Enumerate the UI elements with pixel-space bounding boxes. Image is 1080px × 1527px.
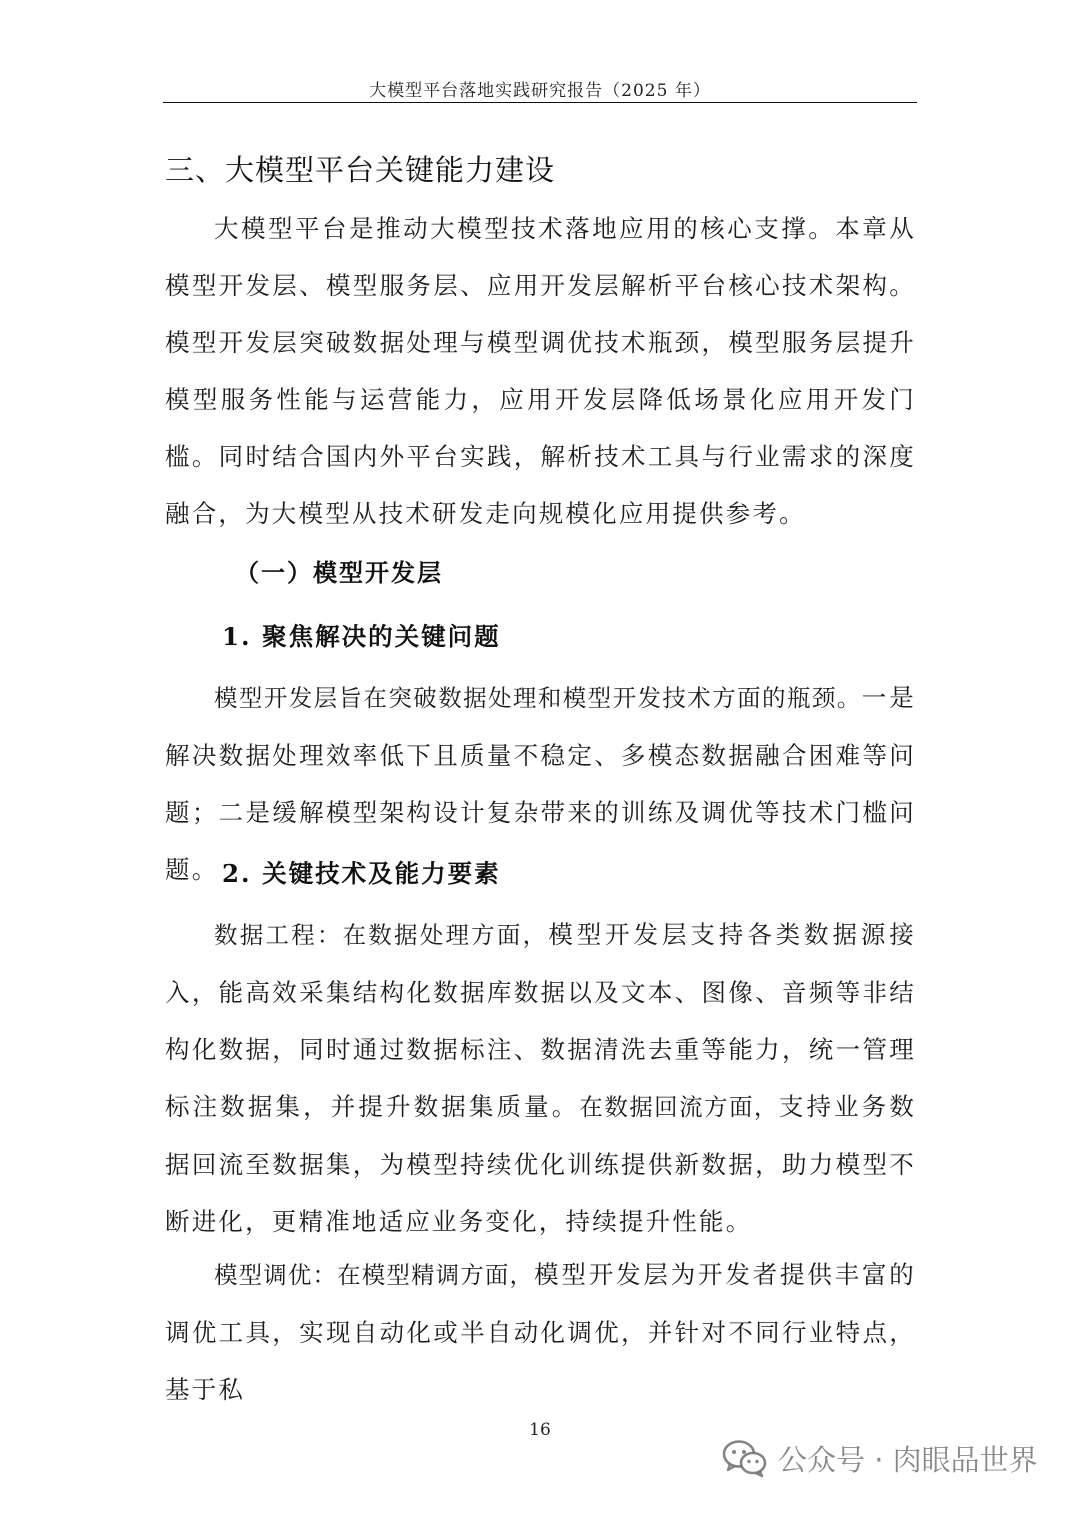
- data-reflow-lead: 在数据回流方面，: [579, 1093, 779, 1121]
- item1-lead: 模型开发层旨在突破数据处理和模型开发技术方面的瓶颈。: [214, 684, 862, 712]
- intro-paragraph: [165, 200, 916, 542]
- header-rule: [163, 102, 917, 103]
- section-title: 三、大模型平台关键能力建设: [165, 153, 556, 187]
- data-engineering-text: 模型开发层支持各类数据源接入，能高效采集结构化数据库数据以及文本、图像、音频等非结构化数据，同时通过数据标注、数据清洗去重等能力，统一管理标注数据集，并提升数据集质量。: [165, 920, 916, 1121]
- model-tuning-paragraph: [165, 1246, 916, 1418]
- watermark-text: 公众号 · 肉眼品世界: [778, 1442, 1038, 1477]
- wechat-icon: [722, 1438, 768, 1478]
- data-engineering-lead: 数据工程：在数据处理方面，: [214, 921, 549, 949]
- data-reflow-text: 支持业务数据回流至数据集，为模型持续优化训练提供新数据，助力模型不断进化，更精准地适应业务变化，持续提升性能。: [165, 1092, 917, 1236]
- data-engineering-paragraph: [165, 906, 916, 1250]
- model-tuning-lead: 模型调优：在模型精调方面，: [214, 1261, 535, 1289]
- watermark: [722, 1430, 1038, 1486]
- item1-text: 一是解决数据处理效率低下且质量不稳定、多模态数据融合困难等问题；二是缓解模型架构设计复杂带来的训练及调优等技术门槛问题。: [165, 683, 916, 884]
- item1-title: 1. 聚焦解决的关键问题: [222, 622, 501, 651]
- running-header: 大模型平台落地实践研究报告（2025 年）: [369, 81, 711, 101]
- model-tuning-text: 模型开发层为开发者提供丰富的调优工具，实现自动化或半自动化调优，并针对不同行业特点，基于私: [165, 1260, 916, 1404]
- subsection-title: （一）模型开发层: [235, 559, 443, 587]
- intro-text: 大模型平台是推动大模型技术落地应用的核心支撑。本章从模型开发层、模型服务层、应用开发层解析平台核心技术架构。模型开发层突破数据处理与模型调优技术瓶颈，模型服务层提升模型服务性能与运营能力，应用开发层降低场景化应用开发门槛。同时结合国内外平台实践，解析技术工具与行业需求的深度融合，为大模型从技术研发走向规模化应用提供参考。: [165, 214, 916, 528]
- page-number: 16: [529, 1420, 551, 1440]
- item2-title: 2. 关键技术及能力要素: [222, 859, 501, 888]
